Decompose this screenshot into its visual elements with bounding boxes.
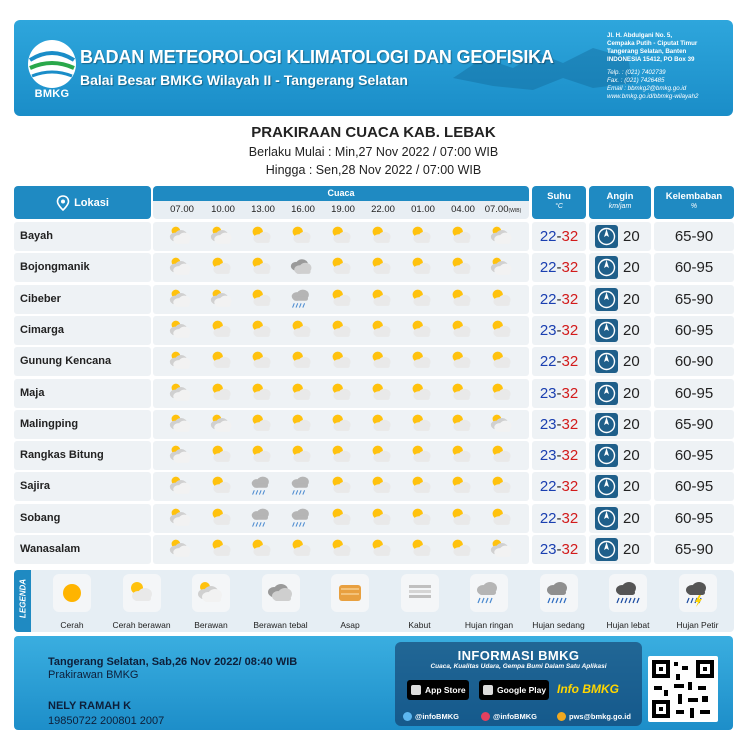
cerah-berawan-icon: [369, 318, 395, 342]
cerah-berawan-icon: [369, 506, 395, 530]
legend-item: [314, 574, 386, 630]
wind-direction-icon: [595, 475, 618, 498]
hujan-ringan-icon: [470, 574, 508, 612]
legend-item-label: Cerah berawan: [112, 620, 171, 630]
temperature-range: 22-32: [532, 504, 586, 533]
cerah-berawan-icon: [489, 443, 515, 467]
legend-item: [592, 574, 664, 630]
weather-cells: [153, 379, 529, 408]
weather-cells: [153, 472, 529, 501]
wind-speed: 20: [623, 447, 640, 465]
cerah-berawan-icon: [369, 349, 395, 373]
weather-cells: [153, 253, 529, 282]
legend-item: [384, 574, 456, 630]
hujan-ringan-icon: [249, 506, 275, 530]
cerah-berawan-icon: [369, 443, 395, 467]
time-label: 16.00: [291, 204, 315, 215]
weather-cells: [153, 441, 529, 470]
cerah-berawan-icon: [329, 318, 355, 342]
temperature-range: 22-32: [532, 472, 586, 501]
cerah-berawan-icon: [249, 224, 275, 248]
wind-direction-icon: [595, 225, 618, 248]
location-name: Gunung Kencana: [14, 347, 151, 376]
berawan-icon: [489, 537, 515, 561]
cerah-berawan-icon: [409, 537, 435, 561]
location-name: Cibeber: [14, 285, 151, 314]
wind-direction-icon: [595, 350, 618, 373]
wind-cell: [589, 535, 651, 564]
berawan-icon: [209, 287, 235, 311]
cerah-berawan-icon: [449, 287, 475, 311]
location-name: Bojongmanik: [14, 253, 151, 282]
footer: [14, 636, 733, 730]
info-title: INFORMASI BMKG: [457, 648, 580, 663]
time-label: 19.00: [331, 204, 355, 215]
instagram-link[interactable]: @infoBMKG: [481, 712, 537, 721]
wind-cell: [589, 316, 651, 345]
berawan-icon: [168, 506, 194, 530]
wind-cell: [589, 504, 651, 533]
cerah-berawan-icon: [209, 506, 235, 530]
berawan-icon: [168, 318, 194, 342]
temperature-range: 23-32: [532, 410, 586, 439]
temperature-range: 22-32: [532, 347, 586, 376]
legend-item-label: Kabut: [408, 620, 431, 630]
org-subtitle: Balai Besar BMKG Wilayah II - Tangerang Selatan: [80, 72, 408, 88]
cerah-berawan-icon: [329, 506, 355, 530]
wind-direction-icon: [595, 538, 618, 561]
legend: [14, 570, 734, 632]
cerah-berawan-icon: [489, 349, 515, 373]
cerah-berawan-icon: [449, 412, 475, 436]
col-header-cuaca: [153, 186, 529, 219]
hujan-ringan-icon: [289, 287, 315, 311]
weather-cells: [153, 285, 529, 314]
cerah-berawan-icon: [289, 412, 315, 436]
location-name: Rangkas Bitung: [14, 441, 151, 470]
cerah-berawan-icon: [409, 443, 435, 467]
cerah-berawan-icon: [409, 412, 435, 436]
cerah-berawan-icon: [489, 287, 515, 311]
wind-speed: 20: [623, 478, 640, 496]
table-row: [14, 410, 734, 439]
wind-speed: 20: [623, 290, 640, 308]
berawan-icon: [168, 287, 194, 311]
cerah-berawan-icon: [329, 474, 355, 498]
cerah-berawan-icon: [249, 349, 275, 373]
table-row: [14, 379, 734, 408]
cerah-berawan-icon: [329, 224, 355, 248]
info-bmkg-panel: [395, 642, 642, 726]
table-row: [14, 285, 734, 314]
cerah-berawan-icon: [209, 443, 235, 467]
forecaster-role: Prakirawan BMKG: [48, 669, 139, 681]
wind-direction-icon: [595, 288, 618, 311]
valid-to: Hingga : Sen,28 Nov 2022 / 07:00 WIB: [265, 163, 482, 177]
kabut-icon: [401, 574, 439, 612]
legend-item: [245, 574, 317, 630]
berawan-tebal-icon: [262, 574, 300, 612]
wind-speed: 20: [623, 228, 640, 245]
cerah-berawan-icon: [289, 443, 315, 467]
address-block: [607, 32, 725, 101]
table-row: [14, 535, 734, 564]
time-label: 10.00: [211, 204, 235, 215]
table-row: [14, 472, 734, 501]
info-bmkg-app-label: Info BMKG: [557, 682, 619, 696]
cerah-berawan-icon: [249, 287, 275, 311]
col-kelembaban-unit: %: [690, 203, 698, 210]
time-label: 22.00: [371, 204, 395, 215]
berawan-icon: [168, 443, 194, 467]
col-lokasi-label: Lokasi: [74, 196, 109, 209]
wind-direction-icon: [595, 413, 618, 436]
weather-cells: [153, 316, 529, 345]
legend-item-label: Hujan sedang: [532, 620, 585, 630]
location-name: Wanasalam: [14, 535, 151, 564]
berawan-icon: [168, 349, 194, 373]
wind-speed: 20: [623, 384, 640, 402]
wind-speed: 20: [623, 353, 640, 371]
wind-cell: [589, 253, 651, 282]
legend-item: [36, 574, 108, 630]
forecaster-name: NELY RAMAH K: [48, 700, 132, 712]
berawan-icon: [489, 255, 515, 279]
cerah-berawan-icon: [449, 318, 475, 342]
temperature-range: 23-32: [532, 535, 586, 564]
time-label: 13.00: [251, 204, 275, 215]
weather-cells: [153, 504, 529, 533]
humidity-range: 65-90: [654, 222, 734, 251]
cerah-berawan-icon: [249, 412, 275, 436]
org-name: BADAN METEOROLOGI KLIMATOLOGI DAN GEOFISIKA: [80, 47, 554, 67]
humidity-range: 65-90: [654, 535, 734, 564]
wind-speed: 20: [623, 509, 640, 527]
cerah-berawan-icon: [449, 443, 475, 467]
forecaster-nip: 19850722 200801 2007: [48, 715, 165, 727]
legend-item-label: Cerah: [60, 620, 84, 630]
legend-item-label: Hujan Petir: [676, 620, 719, 630]
wind-cell: [589, 222, 651, 251]
cerah-berawan-icon: [489, 474, 515, 498]
weather-cells: [153, 535, 529, 564]
col-suhu-label: Suhu: [547, 191, 571, 202]
cerah-berawan-icon: [369, 381, 395, 405]
weather-cells: [153, 347, 529, 376]
col-header-kelembaban: [654, 186, 734, 219]
legend-item-label: Hujan lebat: [606, 620, 650, 630]
humidity-range: 60-95: [654, 441, 734, 470]
weather-cells: [153, 410, 529, 439]
hujan-lebat-icon: [609, 574, 647, 612]
col-header-lokasi: [14, 186, 151, 219]
wind-direction-icon: [595, 444, 618, 467]
time-label: 07.00: [170, 204, 194, 215]
legend-label: LEGENDA: [18, 578, 28, 619]
berawan-icon: [168, 224, 194, 248]
cerah-berawan-icon: [489, 318, 515, 342]
cerah-berawan-icon: [123, 574, 161, 612]
humidity-range: 60-95: [654, 253, 734, 282]
cerah-berawan-icon: [409, 381, 435, 405]
legend-tag: [14, 570, 31, 632]
twitter-link[interactable]: @infoBMKG: [403, 712, 459, 721]
cerah-berawan-icon: [449, 224, 475, 248]
location-name: Sajira: [14, 472, 151, 501]
wind-cell: [589, 285, 651, 314]
temperature-range: 22-32: [532, 285, 586, 314]
table-row: [14, 222, 734, 251]
app-store-button[interactable]: App Store: [407, 680, 469, 700]
cerah-berawan-icon: [489, 506, 515, 530]
humidity-range: 60-95: [654, 504, 734, 533]
col-angin-unit: km/jam: [608, 203, 632, 210]
humidity-range: 60-90: [654, 347, 734, 376]
cerah-berawan-icon: [449, 349, 475, 373]
berawan-tebal-icon: [289, 255, 315, 279]
cerah-berawan-icon: [409, 287, 435, 311]
cerah-berawan-icon: [449, 474, 475, 498]
legend-item: [523, 574, 595, 630]
phone: Telp. : (021) 7402739: [607, 69, 666, 76]
cerah-berawan-icon: [289, 381, 315, 405]
cerah-berawan-icon: [289, 349, 315, 373]
cerah-berawan-icon: [209, 381, 235, 405]
email[interactable]: Email : bbmkg2@bmkg.go.id: [607, 85, 687, 92]
cerah-berawan-icon: [289, 537, 315, 561]
cerah-berawan-icon: [489, 381, 515, 405]
col-header-suhu: [532, 186, 586, 219]
fax: Fax. : (021) 7426485: [607, 77, 665, 84]
weather-cells: [153, 222, 529, 251]
col-suhu-unit: °C: [555, 203, 563, 210]
time-label: 07.00(WIB): [484, 204, 522, 215]
hujan-petir-icon: [679, 574, 717, 612]
cerah-berawan-icon: [409, 506, 435, 530]
legend-item-label: Berawan: [194, 620, 228, 630]
wind-direction-icon: [595, 507, 618, 530]
legend-item: [106, 574, 178, 630]
cerah-berawan-icon: [209, 474, 235, 498]
location-name: Malingping: [14, 410, 151, 439]
humidity-range: 60-95: [654, 379, 734, 408]
temperature-range: 22-32: [532, 253, 586, 282]
website-link[interactable]: www.bmkg.go.id/bbmkg-wilayah2: [607, 93, 699, 100]
berawan-icon: [209, 412, 235, 436]
time-label: 04.00: [451, 204, 475, 215]
qr-code-icon[interactable]: [648, 656, 718, 722]
cerah-berawan-icon: [409, 318, 435, 342]
berawan-icon: [168, 474, 194, 498]
cerah-berawan-icon: [409, 474, 435, 498]
cerah-berawan-icon: [209, 349, 235, 373]
temperature-range: 23-32: [532, 379, 586, 408]
wind-direction-icon: [595, 256, 618, 279]
cerah-berawan-icon: [209, 255, 235, 279]
location-name: Bayah: [14, 222, 151, 251]
page-title: PRAKIRAAN CUACA KAB. LEBAK: [251, 124, 496, 141]
cerah-berawan-icon: [369, 474, 395, 498]
legend-item-label: Berawan tebal: [253, 620, 308, 630]
temperature-range: 23-32: [532, 316, 586, 345]
legend-item: [453, 574, 525, 630]
humidity-range: 60-95: [654, 472, 734, 501]
humidity-range: 65-90: [654, 285, 734, 314]
cerah-berawan-icon: [329, 349, 355, 373]
wind-speed: 20: [623, 259, 640, 277]
cerah-berawan-icon: [329, 443, 355, 467]
berawan-icon: [168, 537, 194, 561]
cerah-berawan-icon: [329, 537, 355, 561]
time-label: 01.00: [411, 204, 435, 215]
temperature-range: 22-32: [532, 222, 586, 251]
cerah-berawan-icon: [329, 412, 355, 436]
cerah-berawan-icon: [449, 381, 475, 405]
berawan-icon: [168, 255, 194, 279]
header-banner: [14, 20, 733, 116]
location-name: Cimarga: [14, 316, 151, 345]
location-name: Maja: [14, 379, 151, 408]
cerah-berawan-icon: [449, 255, 475, 279]
cerah-berawan-icon: [409, 255, 435, 279]
cerah-berawan-icon: [329, 381, 355, 405]
temperature-range: 23-32: [532, 441, 586, 470]
table-row: [14, 253, 734, 282]
berawan-icon: [489, 412, 515, 436]
cerah-berawan-icon: [369, 412, 395, 436]
cerah-berawan-icon: [209, 318, 235, 342]
cerah-berawan-icon: [289, 224, 315, 248]
cerah-berawan-icon: [409, 349, 435, 373]
cerah-berawan-icon: [369, 287, 395, 311]
table-row: [14, 347, 734, 376]
valid-from: Berlaku Mulai : Min,27 Nov 2022 / 07:00 WIB: [248, 145, 499, 159]
logo-text: BMKG: [34, 88, 70, 100]
address-line: Cempaka Putih - Ciputat Timur: [607, 40, 698, 47]
email-link[interactable]: pws@bmkg.go.id: [557, 712, 631, 721]
info-subtitle: Cuaca, Kualitas Udara, Gempa Bumi Dalam Satu Aplikasi: [430, 663, 607, 670]
wind-speed: 20: [623, 415, 640, 433]
berawan-icon: [489, 224, 515, 248]
location-name: Sobang: [14, 504, 151, 533]
cerah-berawan-icon: [249, 255, 275, 279]
cerah-berawan-icon: [249, 537, 275, 561]
wind-cell: [589, 441, 651, 470]
issued-datetime: Tangerang Selatan, Sab,26 Nov 2022/ 08:40 WIB: [48, 656, 298, 668]
cerah-berawan-icon: [209, 537, 235, 561]
cerah-berawan-icon: [249, 318, 275, 342]
legend-item: [662, 574, 734, 630]
legend-item-label: Asap: [340, 620, 360, 630]
col-angin-label: Angin: [606, 191, 634, 202]
location-pin-icon: [56, 195, 70, 211]
wind-speed: 20: [623, 321, 640, 339]
cerah-berawan-icon: [369, 255, 395, 279]
wind-direction-icon: [595, 319, 618, 342]
cerah-berawan-icon: [369, 224, 395, 248]
wind-cell: [589, 347, 651, 376]
col-header-angin: [589, 186, 651, 219]
cerah-berawan-icon: [449, 537, 475, 561]
wind-direction-icon: [595, 382, 618, 405]
berawan-icon: [192, 574, 230, 612]
cerah-icon: [53, 574, 91, 612]
cerah-berawan-icon: [449, 506, 475, 530]
hujan-ringan-icon: [289, 506, 315, 530]
table-row: [14, 504, 734, 533]
cerah-berawan-icon: [329, 255, 355, 279]
hujan-sedang-icon: [540, 574, 578, 612]
hujan-ringan-icon: [249, 474, 275, 498]
berawan-icon: [209, 224, 235, 248]
table-row: [14, 316, 734, 345]
cerah-berawan-icon: [369, 537, 395, 561]
cuaca-label: Cuaca: [153, 186, 529, 201]
humidity-range: 60-95: [654, 316, 734, 345]
address-line: INDONESIA 15412, PO Box 39: [607, 56, 695, 63]
address-line: Jl. H. Abdulgani No. 5,: [607, 32, 673, 39]
wind-cell: [589, 410, 651, 439]
google-play-button[interactable]: Google Play: [479, 680, 549, 700]
wind-cell: [589, 472, 651, 501]
table-row: [14, 441, 734, 470]
col-kelembaban-label: Kelembaban: [665, 191, 723, 202]
humidity-range: 65-90: [654, 410, 734, 439]
cerah-berawan-icon: [409, 224, 435, 248]
berawan-icon: [168, 381, 194, 405]
cerah-berawan-icon: [249, 381, 275, 405]
hujan-ringan-icon: [289, 474, 315, 498]
legend-item-label: Hujan ringan: [464, 620, 514, 630]
cerah-berawan-icon: [249, 443, 275, 467]
wind-cell: [589, 379, 651, 408]
address-line: Tangerang Selatan, Banten: [607, 48, 687, 55]
berawan-icon: [168, 412, 194, 436]
legend-item: [175, 574, 247, 630]
time-labels: [153, 201, 529, 219]
cerah-berawan-icon: [329, 287, 355, 311]
cerah-berawan-icon: [289, 318, 315, 342]
wind-speed: 20: [623, 541, 640, 558]
asap-icon: [331, 574, 369, 612]
